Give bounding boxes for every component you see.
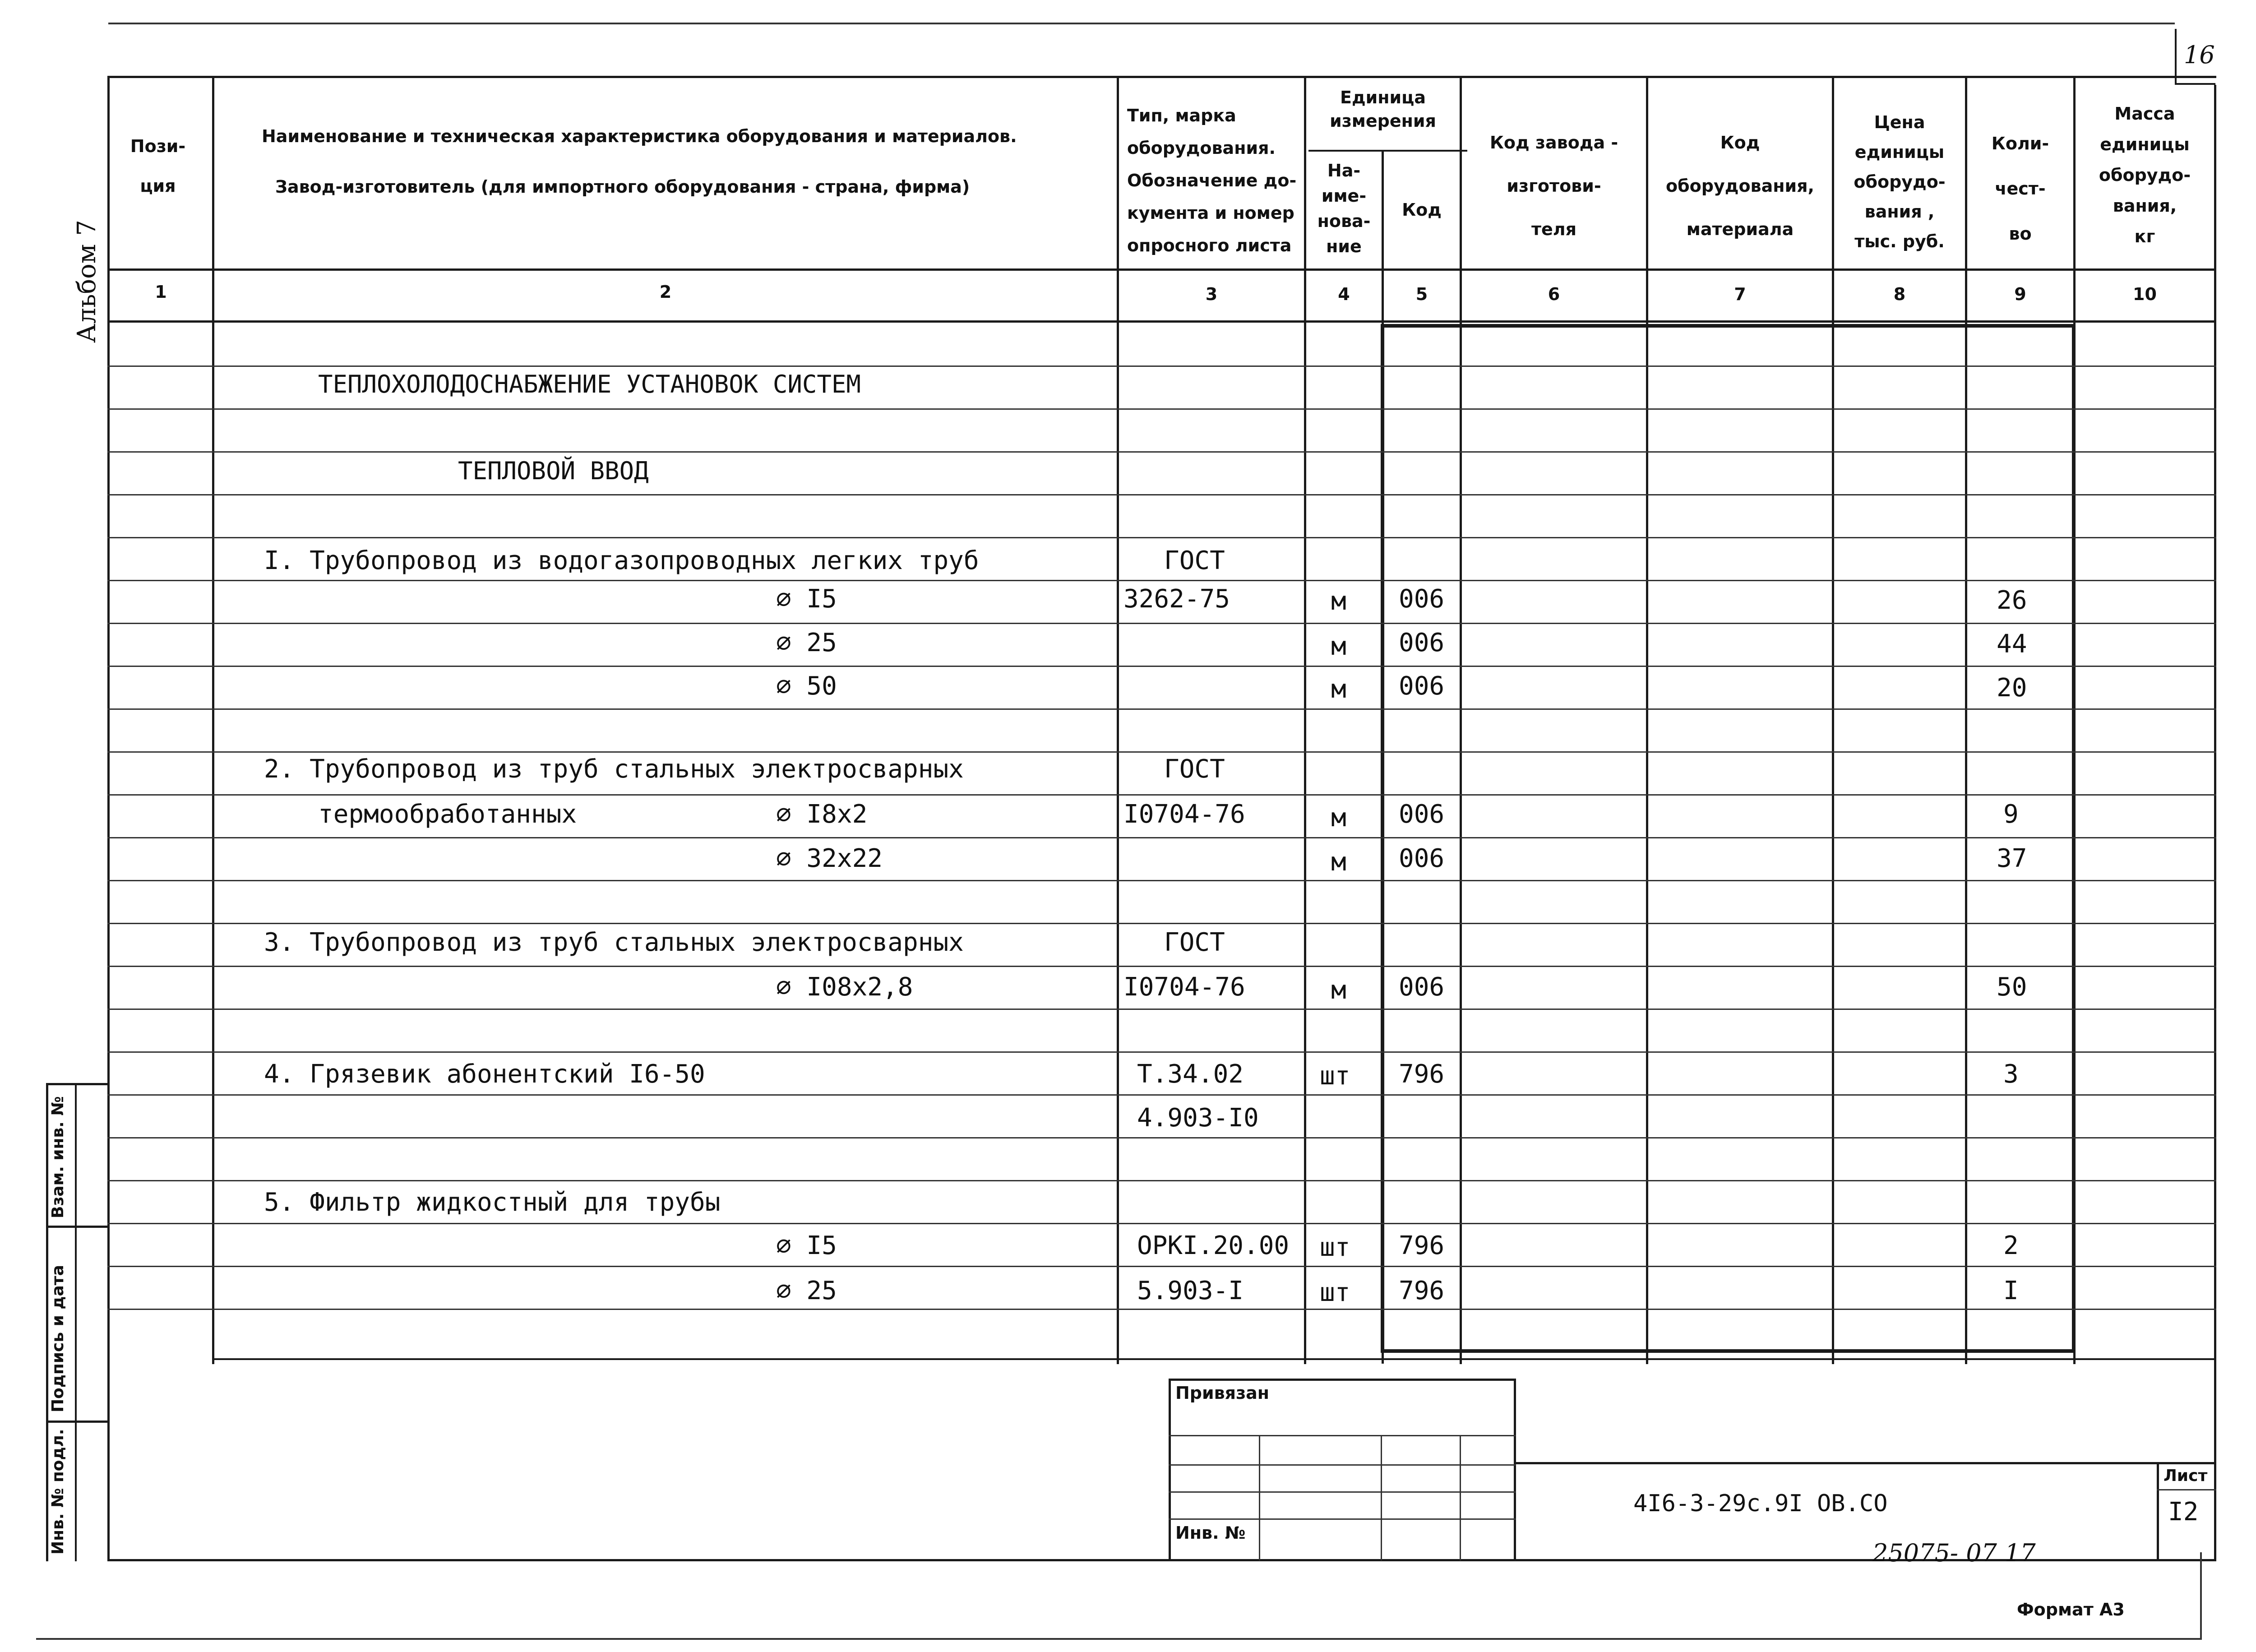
table-row-type: I0704-76 — [1123, 972, 1245, 1002]
column-number: 9 — [2014, 284, 2026, 304]
table-row-type: 4.903-I0 — [1137, 1103, 1259, 1133]
table-row-name: ∅ 50 — [776, 671, 837, 701]
sheet-number: I2 — [2168, 1497, 2199, 1527]
table-row-unit: шт — [1320, 1061, 1350, 1091]
header-name-line2: Завод-изготовитель (для импортного оборудования - страна, фирма) — [275, 177, 970, 197]
side-stamp-original-inventory: Инв. № подл. — [49, 1429, 67, 1555]
table-row-code: 796 — [1399, 1231, 1445, 1260]
column-number: 6 — [1548, 284, 1560, 304]
sheet-corner-number: 16 — [2184, 41, 2215, 69]
table-row-code: 006 — [1399, 628, 1445, 657]
table-row-name: I. Трубопровод из водогазопроводных легких труб — [264, 546, 979, 575]
column-number: 8 — [1893, 284, 1906, 304]
column-number: 7 — [1734, 284, 1746, 304]
header-factory-code: Код завода - изготови- теля — [1489, 133, 1618, 239]
table-row-name: ∅ 25 — [776, 628, 837, 657]
side-stamp-signature-date: Подпись и дата — [49, 1265, 67, 1412]
table-row-unit: м — [1331, 632, 1346, 661]
table-row-qty: 3 — [2003, 1060, 2019, 1089]
table-row-name: 2. Трубопровод из труб стальных электросварных — [264, 754, 964, 784]
header-type: Тип, марка оборудования. Обозначение до- кумента и номер опросного листа — [1127, 106, 1297, 255]
subsection-heading: ТЕПЛОВОЙ ВВОД — [458, 457, 649, 485]
header-name-line1: Наименование и техническая характеристика оборудования и материалов. — [262, 126, 1017, 146]
table-row-qty: I — [2003, 1276, 2019, 1305]
table-row-name: 4. Грязевик абонентский I6-50 — [264, 1060, 705, 1089]
header-unit-name: На- име- нова- ние — [1317, 161, 1371, 256]
table-row-qty: 26 — [1997, 586, 2027, 615]
table-row-name: ∅ 32x22 — [776, 844, 883, 873]
column-number: 5 — [1415, 284, 1428, 304]
table-row-unit: шт — [1320, 1278, 1350, 1307]
column-number: 1 — [155, 282, 167, 302]
column-number: 10 — [2133, 284, 2157, 304]
header-unit-group: Единица измерения — [1330, 88, 1436, 131]
table-row-unit: шт — [1320, 1233, 1350, 1262]
table-row-type: ГОСТ — [1164, 546, 1225, 575]
header-unit-mass: Масса единицы оборудо- вания, кг — [2099, 104, 2191, 246]
table-row-qty: 44 — [1997, 629, 2027, 659]
document-code: 4I6-3-29с.9I ОВ.СО — [1633, 1490, 1888, 1517]
inventory-number-label: Инв. № — [1175, 1523, 1246, 1543]
table-row-type: 5.903-I — [1137, 1276, 1244, 1305]
table-row-unit: м — [1331, 976, 1346, 1005]
table-row-type: I0704-76 — [1123, 800, 1245, 829]
table-row-qty: 9 — [2003, 800, 2019, 829]
table-row-name: ∅ I5 — [776, 1231, 837, 1260]
section-heading: ТЕПЛОХОЛОДОСНАБЖЕНИЕ УСТАНОВОК СИСТЕМ — [318, 370, 861, 398]
column-number: 3 — [1205, 284, 1218, 304]
table-row-qty: 2 — [2003, 1231, 2019, 1260]
table-row-name: ∅ I5 — [776, 584, 837, 614]
header-equipment-code: Код оборудования, материала — [1666, 133, 1814, 239]
table-row-code: 796 — [1399, 1276, 1445, 1305]
table-row-code: 006 — [1399, 671, 1445, 701]
table-row-name-right: ∅ I8x2 — [776, 800, 868, 829]
table-row-name: ∅ 25 — [776, 1276, 837, 1305]
table-row-type: ОРКI.20.00 — [1137, 1231, 1290, 1260]
side-stamp-replacement-inventory: Взам. инв. № — [49, 1096, 67, 1218]
table-row-type: Т.34.02 — [1137, 1060, 1244, 1089]
column-number: 4 — [1338, 284, 1350, 304]
table-row-qty: 20 — [1997, 673, 2027, 703]
table-row-code: 006 — [1399, 972, 1445, 1002]
table-row-unit: м — [1331, 803, 1346, 833]
table-row-unit: м — [1331, 675, 1346, 704]
table-row-type: ГОСТ — [1164, 928, 1225, 957]
handwritten-archive-code: 25075- 07 17 — [1872, 1539, 2036, 1567]
table-row-unit: м — [1331, 847, 1346, 877]
table-row-name: 3. Трубопровод из труб стальных электросварных — [264, 928, 964, 957]
header-position: Пози- ция — [130, 136, 186, 196]
table-row-qty: 50 — [1997, 972, 2027, 1002]
album-label: Альбом 7 — [72, 220, 102, 343]
table-row-type: 3262-75 — [1123, 584, 1230, 614]
table-row-code: 006 — [1399, 800, 1445, 829]
header-unit-price: Цена единицы оборудо- вания , тыс. руб. — [1854, 112, 1946, 251]
privyazan-label: Привязан — [1175, 1383, 1270, 1403]
table-row-unit: м — [1331, 587, 1346, 616]
sheet-label: Лист — [2164, 1467, 2208, 1485]
table-row-name: ∅ I08x2,8 — [776, 972, 913, 1002]
table-row-code: 796 — [1399, 1060, 1445, 1089]
header-unit-code: Код — [1402, 200, 1442, 220]
table-row-type: ГОСТ — [1164, 754, 1225, 784]
table-row-name: термообработанных — [318, 800, 577, 829]
table-row-code: 006 — [1399, 584, 1445, 614]
header-quantity: Коли- чест- во — [1991, 134, 2049, 244]
format-label: Формат А3 — [2017, 1600, 2125, 1620]
table-row-name: 5. Фильтр жидкостный для трубы — [264, 1188, 721, 1217]
table-row-code: 006 — [1399, 844, 1445, 873]
table-row-qty: 37 — [1997, 844, 2027, 873]
column-number: 2 — [659, 282, 672, 302]
